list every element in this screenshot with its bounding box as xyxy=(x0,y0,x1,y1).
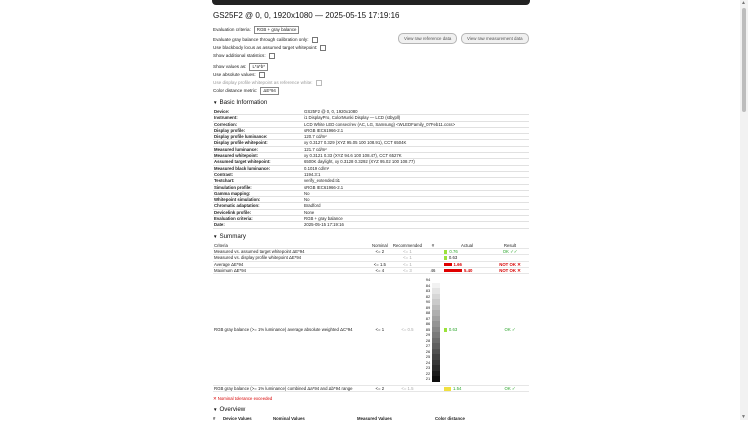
criteria-cell: Measured vs. assumed target whitepoint ΔE*94 xyxy=(213,248,368,254)
recommended-cell: <= 1 xyxy=(392,255,423,261)
actual-bar xyxy=(444,256,447,260)
blackbody-checkbox[interactable] xyxy=(320,45,326,51)
nominal-footnote: ✕ Nominal tolerance exceeded xyxy=(213,396,273,402)
info-key: Devicelink profile: xyxy=(213,209,303,215)
info-row xyxy=(213,222,529,228)
gray-patch-number: 25 xyxy=(425,354,431,360)
info-value: 0.1019 cd/m² xyxy=(303,165,529,171)
info-value: None xyxy=(303,209,529,215)
criteria-cell: Measured vs. display profile whitepoint ΔE*94 xyxy=(213,255,368,261)
col-result: Result xyxy=(491,243,529,249)
result-cell: OK ✓ xyxy=(491,386,529,392)
overview-col-header: Color distance xyxy=(435,416,465,422)
additional-stats-option xyxy=(213,52,529,60)
info-key: Whitepoint simulation: xyxy=(213,197,303,203)
gray-patch-number: 88 xyxy=(425,310,431,316)
color-metric-select[interactable]: ΔE*94 xyxy=(260,87,278,95)
info-key: Display profile whitepoint: xyxy=(213,140,303,146)
gray-patch-number: 24 xyxy=(425,359,431,365)
col-actual: Actual xyxy=(443,243,491,249)
info-value: sRGB IEC61966-2.1 xyxy=(303,127,529,133)
overview-col-header: # xyxy=(213,416,216,422)
result-cell: NOT OK ✕ xyxy=(491,261,529,267)
actual-value: 0.76 xyxy=(449,248,458,254)
nominal-cell: <= 1 xyxy=(368,274,392,386)
info-value: verify_extended.ti1 xyxy=(303,178,529,184)
col-number: # xyxy=(423,243,443,249)
actual-cell xyxy=(443,386,491,392)
gray-patch-number: 29 xyxy=(425,332,431,338)
overview-col-header: Device Values xyxy=(223,416,252,422)
nominal-cell: <= 1.5 xyxy=(368,261,392,267)
collapse-triangle-icon: ▼ xyxy=(213,233,218,239)
vertical-scrollbar[interactable] xyxy=(740,0,748,420)
recommended-cell: <= 1 xyxy=(392,248,423,254)
nominal-cell: <= 2 xyxy=(368,386,392,392)
gray-patch-number: 90 xyxy=(425,299,431,305)
info-key: Measured luminance: xyxy=(213,146,303,152)
gray-patch-number: 22 xyxy=(425,370,431,376)
info-key: Display profile luminance: xyxy=(213,134,303,140)
scroll-down-arrow-icon[interactable]: ▼ xyxy=(741,414,746,420)
color-metric-label: Color distance metric: xyxy=(213,88,258,93)
info-value: sRGB IEC61966-2.1 xyxy=(303,184,529,190)
col-nominal: Nominal xyxy=(368,243,392,249)
actual-bar xyxy=(444,387,451,391)
additional-stats-label: Show additional statistics: xyxy=(213,53,266,58)
summary-heading-text: Summary xyxy=(219,232,246,240)
gray-patch-number: 21 xyxy=(425,376,431,382)
info-value: xy 0.3121 0.33 (XYZ 94.6 100 108.47), CCT 6527K xyxy=(303,153,529,159)
info-value: Bradford xyxy=(303,203,529,209)
gray-patch-number: 23 xyxy=(425,365,431,371)
eval-criteria-label: Evaluation criteria: xyxy=(213,27,251,32)
actual-value: 1.66 xyxy=(453,261,462,267)
gray-patch-number: 28 xyxy=(425,337,431,343)
gray-patches-cell xyxy=(423,274,443,386)
info-key: Measured whitepoint: xyxy=(213,153,303,159)
info-value: RGB + gray balance xyxy=(303,216,529,222)
info-key: Display profile: xyxy=(213,127,303,133)
window-top-bar xyxy=(212,0,530,5)
blackbody-label: Use blackbody locus as assumed target whitepoint: xyxy=(213,45,318,50)
eval-criteria-select[interactable]: RGB + gray balance xyxy=(254,26,300,34)
gray-patch-number: 26 xyxy=(425,348,431,354)
nominal-cell: <= 2 xyxy=(368,248,392,254)
number-cell: 46 xyxy=(423,267,443,273)
nominal-cell: <= 4 xyxy=(368,267,392,273)
show-values-row xyxy=(213,63,529,71)
additional-stats-checkbox[interactable] xyxy=(269,53,275,59)
recommended-cell: <= 1.5 xyxy=(392,386,423,392)
criteria-cell: Maximum ΔE*94 xyxy=(213,267,368,273)
gray-patch-number: 82 xyxy=(425,293,431,299)
info-value: 121.7 cd/m² xyxy=(303,146,529,152)
info-value: 6500K daylight, xy 0.3128 0.3292 (XYZ 95.02 100 108.77) xyxy=(303,159,529,165)
result-cell: NOT OK ✕ xyxy=(491,267,529,273)
info-key: Contrast: xyxy=(213,171,303,177)
col-recommended: Recommended xyxy=(392,242,422,248)
gray-balance-checkbox[interactable] xyxy=(312,37,318,43)
show-values-label: Show values as: xyxy=(213,64,247,69)
display-whitepoint-option xyxy=(213,79,529,87)
info-value: 2025-05-15 17:19:16 xyxy=(303,222,529,228)
gray-patch xyxy=(424,376,442,382)
overview-header-row xyxy=(213,416,529,422)
gray-patch-number: 84 xyxy=(425,282,431,288)
info-key: Correction: xyxy=(213,121,303,127)
scrollbar-thumb[interactable] xyxy=(742,8,746,112)
col-criteria: Criteria xyxy=(213,243,368,249)
gray-patch-number: 87 xyxy=(425,315,431,321)
info-value: No xyxy=(303,197,529,203)
info-value: LCD White LED consec/rev (AC, LG, Samsung) <WLEDFamily_07Feb11.ccss> xyxy=(303,121,529,127)
result-cell: OK ✓ xyxy=(491,274,529,386)
criteria-cell: RGB gray balance (>= 1% luminance) average absolute weighted ΔC*94 xyxy=(213,274,368,386)
info-key: Gamma mapping: xyxy=(213,190,303,196)
overview-heading[interactable] xyxy=(213,406,529,414)
absolute-values-label: Use absolute values: xyxy=(213,72,256,77)
info-key: Testchart: xyxy=(213,178,303,184)
blackbody-option xyxy=(213,44,529,52)
summary-heading[interactable] xyxy=(213,233,529,241)
actual-bar xyxy=(444,328,447,332)
info-key: Date: xyxy=(213,222,303,228)
collapse-triangle-icon: ▼ xyxy=(213,407,218,413)
absolute-values-option xyxy=(213,71,529,79)
gray-patch-number: 94 xyxy=(425,277,431,283)
gray-balance-row xyxy=(213,274,529,386)
info-value: GS25F2 @ 0, 0, 1920x1080 xyxy=(303,109,529,115)
gray-patch-number: 86 xyxy=(425,321,431,327)
info-key: Chromatic adaptation: xyxy=(213,203,303,209)
collapse-triangle-icon: ▼ xyxy=(213,100,218,105)
actual-bar xyxy=(444,263,452,267)
recommended-cell: <= 3 xyxy=(392,267,423,273)
criteria-cell: Average ΔE*94 xyxy=(213,261,368,267)
view-raw-measurement-button[interactable]: View raw measurement data xyxy=(461,33,529,44)
overview-heading-text: Overview xyxy=(219,406,246,414)
info-key: Evaluation criteria: xyxy=(213,216,303,222)
gray-patch-swatch xyxy=(432,376,440,382)
info-key: Assumed target whitepoint: xyxy=(213,159,303,165)
info-key: Device: xyxy=(213,109,303,115)
info-value: No xyxy=(303,190,529,196)
actual-value: 0.63 xyxy=(448,255,458,261)
criteria-cell: RGB gray balance (>= 1% luminance) combined Δa*94 and Δb*94 range xyxy=(213,386,368,392)
gray-patch-number: 89 xyxy=(425,304,431,310)
actual-value: 0.63 xyxy=(448,326,458,332)
display-whitepoint-checkbox[interactable] xyxy=(316,80,322,86)
info-value: 1194.3:1 xyxy=(303,171,529,177)
info-value: xy 0.3127 0.329 (XYZ 95.05 100 108.91), CCT 6504K xyxy=(303,140,529,146)
basic-info-table xyxy=(213,109,529,229)
actual-cell xyxy=(443,274,491,386)
overview-col-header: Nominal Values xyxy=(273,416,305,422)
scroll-up-arrow-icon[interactable]: ▲ xyxy=(741,0,746,6)
gray-patch-number: 27 xyxy=(425,343,431,349)
actual-bar xyxy=(444,269,462,273)
info-key: Instrument: xyxy=(213,115,303,121)
overview-col-header: Measured Values xyxy=(357,416,392,422)
basic-info-heading-text: Basic Information xyxy=(219,99,268,106)
recommended-cell: <= 0.5 xyxy=(392,274,423,386)
number-cell xyxy=(423,386,443,392)
info-value: 120.7 cd/m² xyxy=(303,134,529,140)
info-key: Simulation profile: xyxy=(213,184,303,190)
color-metric-row xyxy=(213,87,529,95)
info-key: Measured black luminance: xyxy=(213,165,303,171)
page-title: GS25F2 @ 0, 0, 1920x1080 — 2025-05-15 17:19:16 xyxy=(213,11,400,20)
display-whitepoint-label: Use display profile whitepoint as reference white: xyxy=(213,80,313,85)
basic-info-heading[interactable] xyxy=(213,99,529,107)
combined-range-row xyxy=(213,386,529,392)
info-value: i1 DisplayPro, ColorMunki Display — LCD (stbypll) xyxy=(303,115,529,121)
summary-table xyxy=(213,243,529,393)
absolute-values-checkbox[interactable] xyxy=(259,72,265,78)
gray-balance-label: Evaluate gray balance through calibration only: xyxy=(213,37,309,42)
gray-patch-number: 85 xyxy=(425,326,431,332)
result-cell: OK ✓✓ xyxy=(491,248,529,254)
actual-value: 5.40 xyxy=(464,267,473,273)
view-raw-reference-button[interactable]: View raw reference data xyxy=(398,33,457,44)
show-values-select[interactable]: L*a*b* xyxy=(249,63,267,71)
report-container xyxy=(213,8,529,422)
recommended-cell: <= 1 xyxy=(392,261,423,267)
actual-bar xyxy=(444,250,447,254)
gray-patch-number: 83 xyxy=(425,288,431,294)
actual-value: 1.54 xyxy=(453,386,462,392)
